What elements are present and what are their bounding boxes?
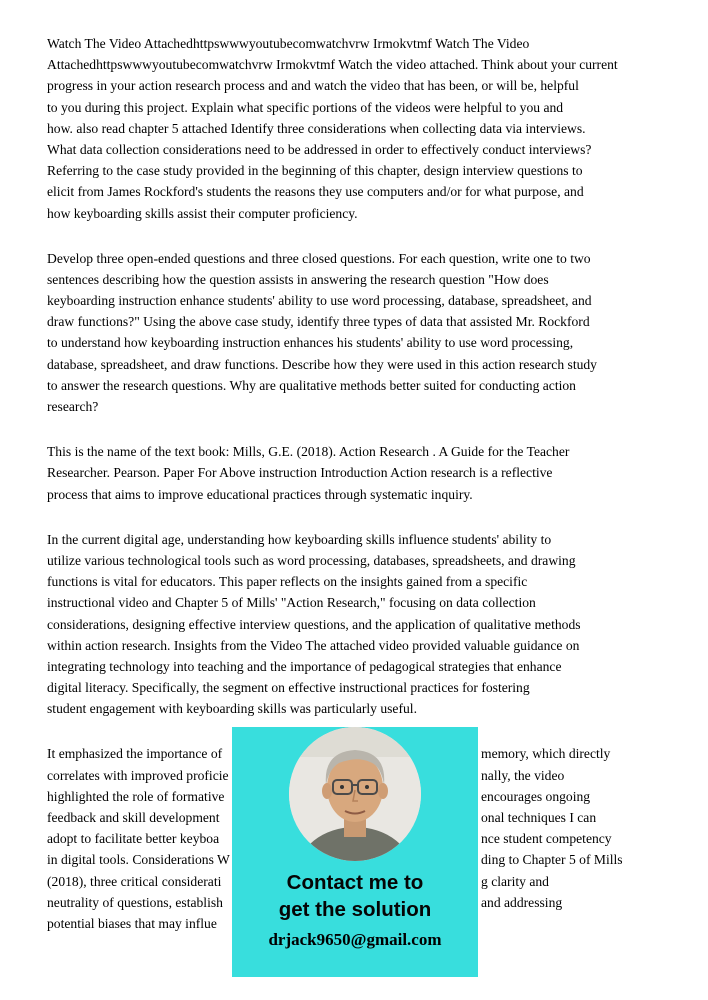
- text-line: student engagement with keyboarding skills was particularly useful.: [47, 701, 417, 717]
- ad-headline: [279, 870, 432, 923]
- text-fragment-left: correlates with improved proficie: [47, 767, 229, 783]
- text-fragment-left: highlighted the role of formative: [47, 788, 225, 804]
- text-line: to understand how keyboarding instruction enhances his students' ability to use word processing,: [47, 335, 574, 351]
- text-fragment-right: memory, which directly: [481, 746, 611, 762]
- text-fragment-left: adopt to facilitate better keyboa: [47, 831, 220, 847]
- text-line: database, spreadsheet, and draw functions. Describe how they were used in this action research study: [47, 356, 597, 372]
- text-fragment-right: and addressing: [481, 894, 563, 910]
- text-line: Attachedhttpswwwyoutubecomwatchvrw Irmokvtmf Watch the video attached. Think about your current: [47, 57, 618, 73]
- text-fragment-right: nce student competency: [481, 831, 612, 847]
- text-line: In the current digital age, understanding how keyboarding skills influence students' ability to: [47, 531, 552, 547]
- text-fragment-right: onal techniques I can: [481, 810, 597, 825]
- text-line: integrating technology into teaching and the importance of pedagogical strategies that enhance: [47, 658, 562, 674]
- avatar: [289, 727, 421, 861]
- text-line: functions is vital for educators. This paper reflects on the insights gained from a specific: [47, 574, 528, 590]
- paragraph: [47, 33, 665, 224]
- text-line: sentences describing how the question assists in answering the research question "How does: [47, 271, 549, 287]
- text-line: digital literacy. Specifically, the segment on effective instructional practices for fostering: [47, 680, 530, 696]
- text-line: keyboarding instruction enhance students' ability to use word processing, database, spreadsheet, and: [47, 293, 592, 309]
- paragraph: [47, 441, 665, 505]
- ad-email: drjack9650@gmail.com: [268, 930, 442, 949]
- text-fragment-right: ding to Chapter 5 of Mills: [481, 852, 623, 868]
- text-line: how keyboarding skills assist their computer proficiency.: [47, 205, 358, 221]
- text-fragment-right: encourages ongoing: [481, 788, 591, 804]
- text-fragment-left: It emphasized the importance of: [47, 746, 223, 762]
- text-line: to you during this project. Explain what specific portions of the videos were helpful to you and: [47, 99, 564, 115]
- text-line: Referring to the case study provided in the beginning of this chapter, design interview questions to: [47, 163, 583, 179]
- text-line: Develop three open-ended questions and three closed questions. For each question, write one to two: [47, 250, 591, 266]
- text-line: draw functions?" Using the above case study, identify three types of data that assisted Mr. Rockford: [47, 314, 590, 330]
- ad-headline-line2: get the solution: [278, 897, 432, 921]
- text-line: elicit from James Rockford's students the reasons they use computers and/or for what purpose, and: [47, 184, 584, 200]
- text-line: progress in your action research process and and watch the video that has been, or will be, helpful: [47, 78, 579, 94]
- tutor-portrait: [289, 727, 421, 861]
- text-fragment-left: neutrality of questions, establish: [47, 894, 223, 910]
- text-line: Watch The Video Attachedhttpswwwyoutubecomwatchvrw Irmokvtmf Watch The Video: [47, 36, 530, 51]
- text-line: within action research. Insights from the Video The attached video provided valuable guidance on: [47, 637, 580, 653]
- text-fragment-left: potential biases that may influe: [47, 915, 217, 931]
- text-fragment-left: feedback and skill development: [47, 810, 220, 825]
- text-line: considerations, designing effective interview questions, and the application of qualitative methods: [47, 616, 581, 632]
- ad-headline-line1: Contact me to: [286, 871, 424, 894]
- text-line: What data collection considerations need to be addressed in order to effectively conduct interviews?: [47, 141, 592, 157]
- paragraph: [47, 529, 665, 720]
- paragraph: [47, 248, 665, 418]
- text-line: This is the name of the text book: Mills, G.E. (2018). Action Research . A Guide for the Teacher: [47, 444, 570, 460]
- text-line: process that aims to improve educational practices through systematic inquiry.: [47, 486, 473, 502]
- text-line: to answer the research questions. Why are qualitative methods better suited for conducting action: [47, 377, 576, 393]
- text-fragment-right: nally, the video: [481, 767, 565, 783]
- solution-ad-card: [232, 727, 478, 977]
- text-line: research?: [47, 399, 99, 414]
- text-line: Researcher. Pearson. Paper For Above instruction Introduction Action research is a reflective: [47, 465, 553, 481]
- text-line: instructional video and Chapter 5 of Mills' "Action Research," focusing on data collection: [47, 595, 536, 611]
- text-fragment-right: g clarity and: [481, 873, 549, 889]
- text-fragment-left: in digital tools. Considerations W: [47, 852, 230, 868]
- text-fragment-left: (2018), three critical considerati: [47, 873, 222, 889]
- text-line: how. also read chapter 5 attached Identify three considerations when collecting data via interviews.: [47, 120, 586, 136]
- text-line: utilize various technological tools such as word processing, databases, spreadsheets, and drawing: [47, 552, 576, 568]
